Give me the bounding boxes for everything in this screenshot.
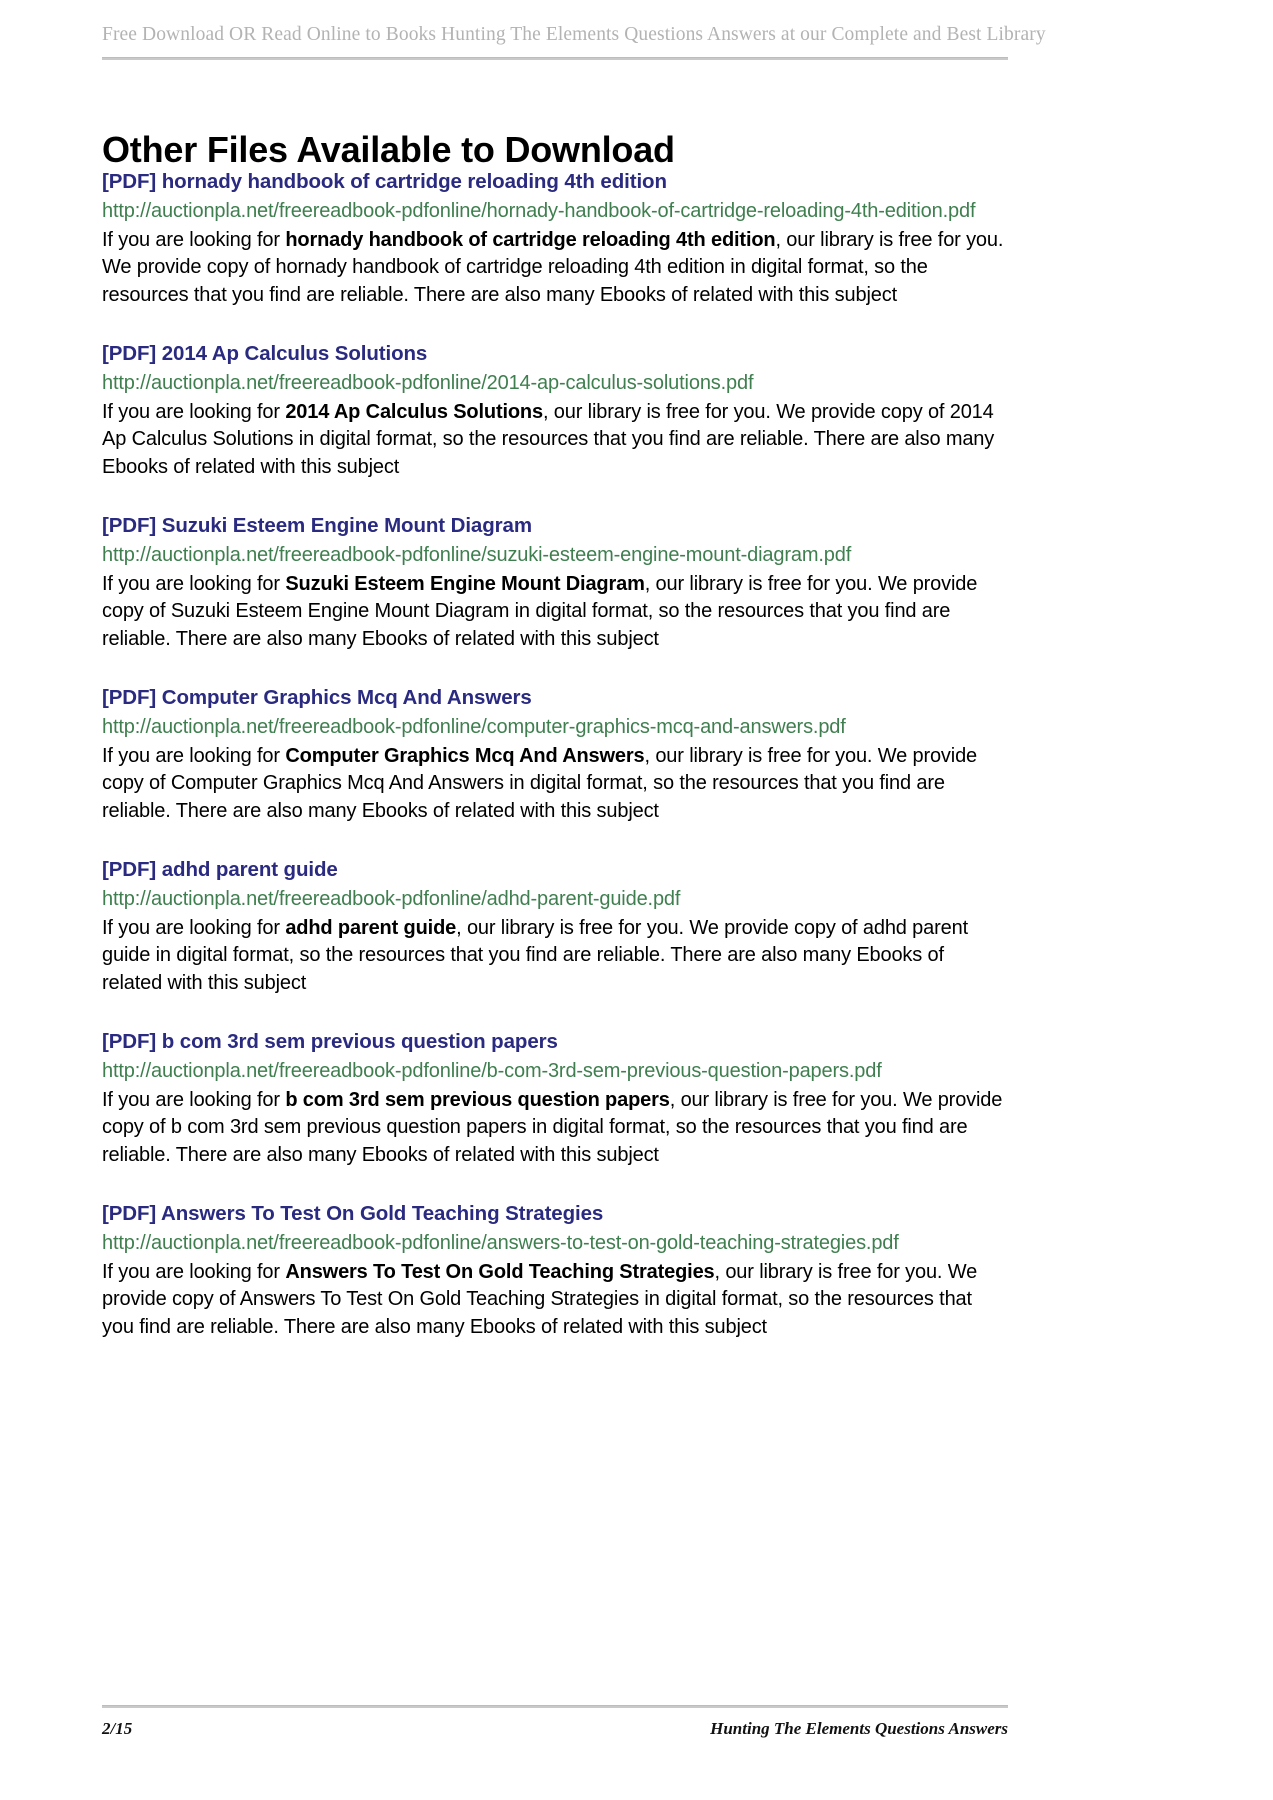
desc-prefix: If you are looking for — [102, 572, 286, 595]
entry-description — [102, 227, 1008, 310]
desc-title-bold: 2014 Ap Calculus Solutions — [285, 400, 543, 423]
page-number: 2/15 — [102, 1719, 133, 1738]
entry-description — [102, 571, 1008, 654]
desc-title-bold: adhd parent guide — [285, 916, 457, 939]
desc-suffix: , our library is free for you. We provide copy of hornady handbook of cartridge reloading 4th edition in digital format, so the resources that you find are reliable. There are also many Ebooks of related with this subject — [102, 228, 1004, 306]
desc-title-bold: Computer Graphics Mcq And Answers — [285, 744, 645, 767]
entry-url-link[interactable]: http://auctionpla.net/freereadbook-pdfonline/computer-graphics-mcq-and-answers.pdf — [102, 716, 846, 738]
entry-heading-link[interactable]: [PDF] b com 3rd sem previous question papers — [102, 1030, 558, 1053]
entry-heading-link[interactable]: [PDF] hornady handbook of cartridge reloading 4th edition — [102, 170, 667, 193]
desc-prefix: If you are looking for — [102, 1088, 286, 1111]
desc-prefix: If you are looking for — [102, 228, 286, 251]
desc-prefix: If you are looking for — [102, 916, 286, 939]
entry-description — [102, 399, 1008, 482]
desc-title-bold: hornady handbook of cartridge reloading 4th edition — [285, 228, 776, 251]
entry-description — [102, 743, 1008, 826]
entry-url-link[interactable]: http://auctionpla.net/freereadbook-pdfonline/answers-to-test-on-gold-teaching-strategies.pdf — [102, 1232, 899, 1254]
desc-suffix: , our library is free for you. We provide copy of b com 3rd sem previous question papers in digital format, so the resources that you find are reliable. There are also many Ebooks of related with this subject — [102, 1088, 1003, 1166]
file-list — [102, 168, 1008, 1372]
header-tagline: Free Download OR Read Online to Books Hunting The Elements Questions Answers at our Complete and Best Library — [102, 24, 1046, 45]
page-title: Other Files Available to Download — [102, 129, 675, 171]
desc-prefix: If you are looking for — [102, 400, 286, 423]
desc-title-bold: Suzuki Esteem Engine Mount Diagram — [285, 572, 645, 595]
desc-suffix: , our library is free for you. We provide copy of 2014 Ap Calculus Solutions in digital format, so the resources that you find are reliable. There are also many Ebooks of related with this subject — [102, 400, 995, 478]
list-item — [102, 684, 1008, 825]
entry-url-link[interactable]: http://auctionpla.net/freereadbook-pdfonline/b-com-3rd-sem-previous-question-papers.pdf — [102, 1060, 882, 1082]
footer-doc-name: Hunting The Elements Questions Answers — [710, 1719, 1008, 1738]
header-divider — [102, 57, 1008, 60]
entry-url-link[interactable]: http://auctionpla.net/freereadbook-pdfonline/suzuki-esteem-engine-mount-diagram.pdf — [102, 544, 852, 566]
entry-url-link[interactable]: http://auctionpla.net/freereadbook-pdfonline/hornady-handbook-of-cartridge-reloading-4th-edition.pdf — [102, 200, 976, 222]
list-item — [102, 856, 1008, 997]
list-item — [102, 168, 1008, 309]
entry-description — [102, 1087, 1008, 1170]
desc-suffix: , our library is free for you. We provide copy of Computer Graphics Mcq And Answers in digital format, so the resources that you find are reliable. There are also many Ebooks of related with this subject — [102, 744, 978, 822]
desc-prefix: If you are looking for — [102, 1260, 286, 1283]
entry-heading-link[interactable]: [PDF] adhd parent guide — [102, 858, 338, 881]
list-item — [102, 340, 1008, 481]
entry-url-link[interactable]: http://auctionpla.net/freereadbook-pdfonline/adhd-parent-guide.pdf — [102, 888, 681, 910]
desc-suffix: , our library is free for you. We provide copy of Suzuki Esteem Engine Mount Diagram in digital format, so the resources that you find are reliable. There are also many Ebooks of related with this subject — [102, 572, 978, 650]
page-footer — [102, 1705, 1008, 1740]
footer-row — [102, 1718, 1008, 1740]
footer-divider — [102, 1705, 1008, 1708]
desc-title-bold: b com 3rd sem previous question papers — [285, 1088, 670, 1111]
desc-title-bold: Answers To Test On Gold Teaching Strategies — [285, 1260, 715, 1283]
list-item — [102, 512, 1008, 653]
entry-url-link[interactable]: http://auctionpla.net/freereadbook-pdfonline/2014-ap-calculus-solutions.pdf — [102, 372, 754, 394]
list-item — [102, 1028, 1008, 1169]
entry-description — [102, 1259, 1008, 1342]
entry-heading-link[interactable]: [PDF] 2014 Ap Calculus Solutions — [102, 342, 428, 365]
page-header — [102, 22, 1046, 60]
desc-suffix: , our library is free for you. We provide copy of adhd parent guide in digital format, so the resources that you find are reliable. There are also many Ebooks of related with this subject — [102, 916, 968, 994]
entry-heading-link[interactable]: [PDF] Computer Graphics Mcq And Answers — [102, 686, 532, 709]
list-item — [102, 1200, 1008, 1341]
entry-heading-link[interactable]: [PDF] Suzuki Esteem Engine Mount Diagram — [102, 514, 532, 537]
desc-suffix: , our library is free for you. We provide copy of Answers To Test On Gold Teaching Strategies in digital format, so the resources that you find are reliable. There are also many Ebooks of related with this subject — [102, 1260, 978, 1338]
entry-heading-link[interactable]: [PDF] Answers To Test On Gold Teaching Strategies — [102, 1202, 604, 1225]
entry-description — [102, 915, 1008, 998]
desc-prefix: If you are looking for — [102, 744, 286, 767]
